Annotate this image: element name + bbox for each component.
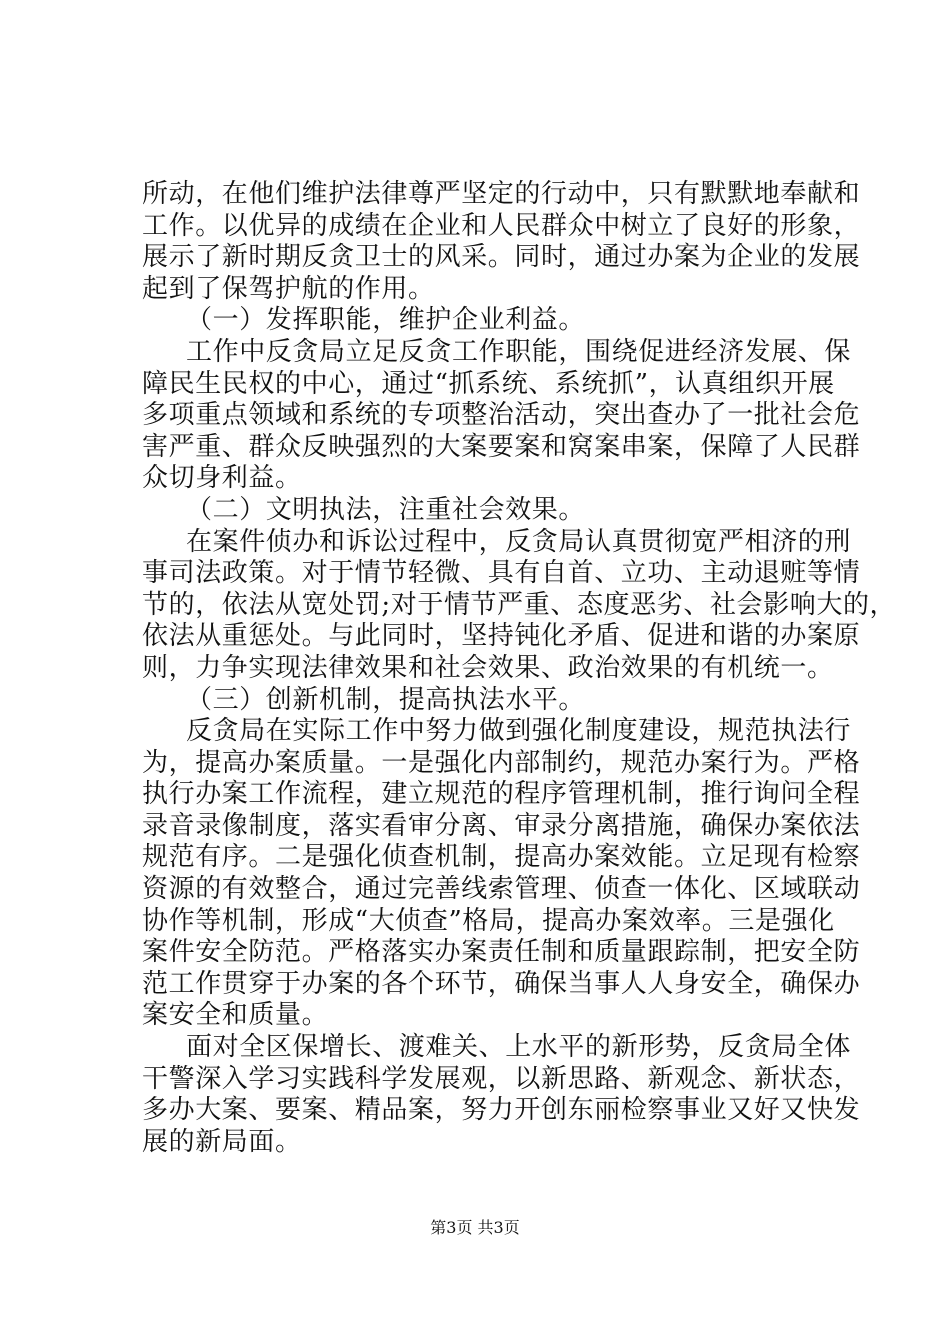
text-line: 障民生民权的中心，通过“抓系统、系统抓”，认真组织开展	[142, 368, 835, 399]
text-line: 多项重点领域和系统的专项整治活动，突出查办了一批社会危	[142, 400, 861, 431]
text-line: 众切身利益。	[142, 463, 302, 494]
text-line: 执行办案工作流程，建立规范的程序管理机制，推行询问全程	[142, 779, 861, 810]
text-line: （一）发挥职能，维护企业利益。	[186, 305, 586, 336]
text-line: 害严重、群众反映强烈的大案要案和窝案串案，保障了人民群	[142, 431, 861, 462]
text-line: 起到了保驾护航的作用。	[142, 273, 435, 304]
text-line: （二）文明执法，注重社会效果。	[186, 494, 586, 525]
page-footer: 第3页 共3页	[430, 1218, 520, 1237]
text-line: 工作。以优异的成绩在企业和人民群众中树立了良好的形象，	[142, 210, 861, 241]
text-line: 范工作贯穿于办案的各个环节，确保当事人人身安全，确保办	[142, 968, 861, 999]
text-line: 展的新局面。	[142, 1126, 302, 1157]
text-line: 反贪局在实际工作中努力做到强化制度建设，规范执法行	[186, 716, 852, 747]
document-body	[142, 179, 897, 1158]
text-line: 案件安全防范。严格落实办案责任制和质量跟踪制，把安全防	[142, 937, 861, 968]
text-line: （三）创新机制，提高执法水平。	[186, 684, 586, 715]
text-line: 规范有序。二是强化侦查机制，提高办案效能。立足现有检察	[142, 842, 861, 873]
text-line: 展示了新时期反贪卫士的风采。同时，通过办案为企业的发展	[142, 242, 861, 273]
text-line: 则，力争实现法律效果和社会效果、政治效果的有机统一。	[142, 652, 834, 683]
text-line: 干警深入学习实践科学发展观，以新思路、新观念、新状态，	[142, 1063, 861, 1094]
text-line: 面对全区保增长、渡难关、上水平的新形势，反贪局全体	[186, 1032, 852, 1063]
text-line: 多办大案、要案、精品案，努力开创东丽检察事业又好又快发	[142, 1095, 861, 1126]
text-line: 案安全和质量。	[142, 1000, 329, 1031]
text-line: 录音录像制度，落实看审分离、审录分离措施，确保办案依法	[142, 810, 861, 841]
text-line: 工作中反贪局立足反贪工作职能，围绕促进经济发展、保	[186, 336, 852, 367]
text-line: 事司法政策。对于情节轻微、具有自首、立功、主动退赃等情	[142, 558, 861, 589]
text-line: 依法从重惩处。与此同时，坚持钝化矛盾、促进和谐的办案原	[142, 621, 861, 652]
text-line: 节的，依法从宽处罚;对于情节严重、态度恶劣、社会影响大的，	[142, 589, 897, 620]
text-line: 协作等机制，形成“大侦查”格局，提高办案效率。三是强化	[142, 905, 835, 936]
text-line: 为，提高办案质量。一是强化内部制约，规范办案行为。严格	[142, 747, 861, 778]
text-line: 所动，在他们维护法律尊严坚定的行动中，只有默默地奉献和	[142, 179, 861, 209]
text-line: 资源的有效整合，通过完善线索管理、侦查一体化、区域联动	[142, 874, 861, 905]
text-line: 在案件侦办和诉讼过程中，反贪局认真贯彻宽严相济的刑	[186, 526, 852, 557]
